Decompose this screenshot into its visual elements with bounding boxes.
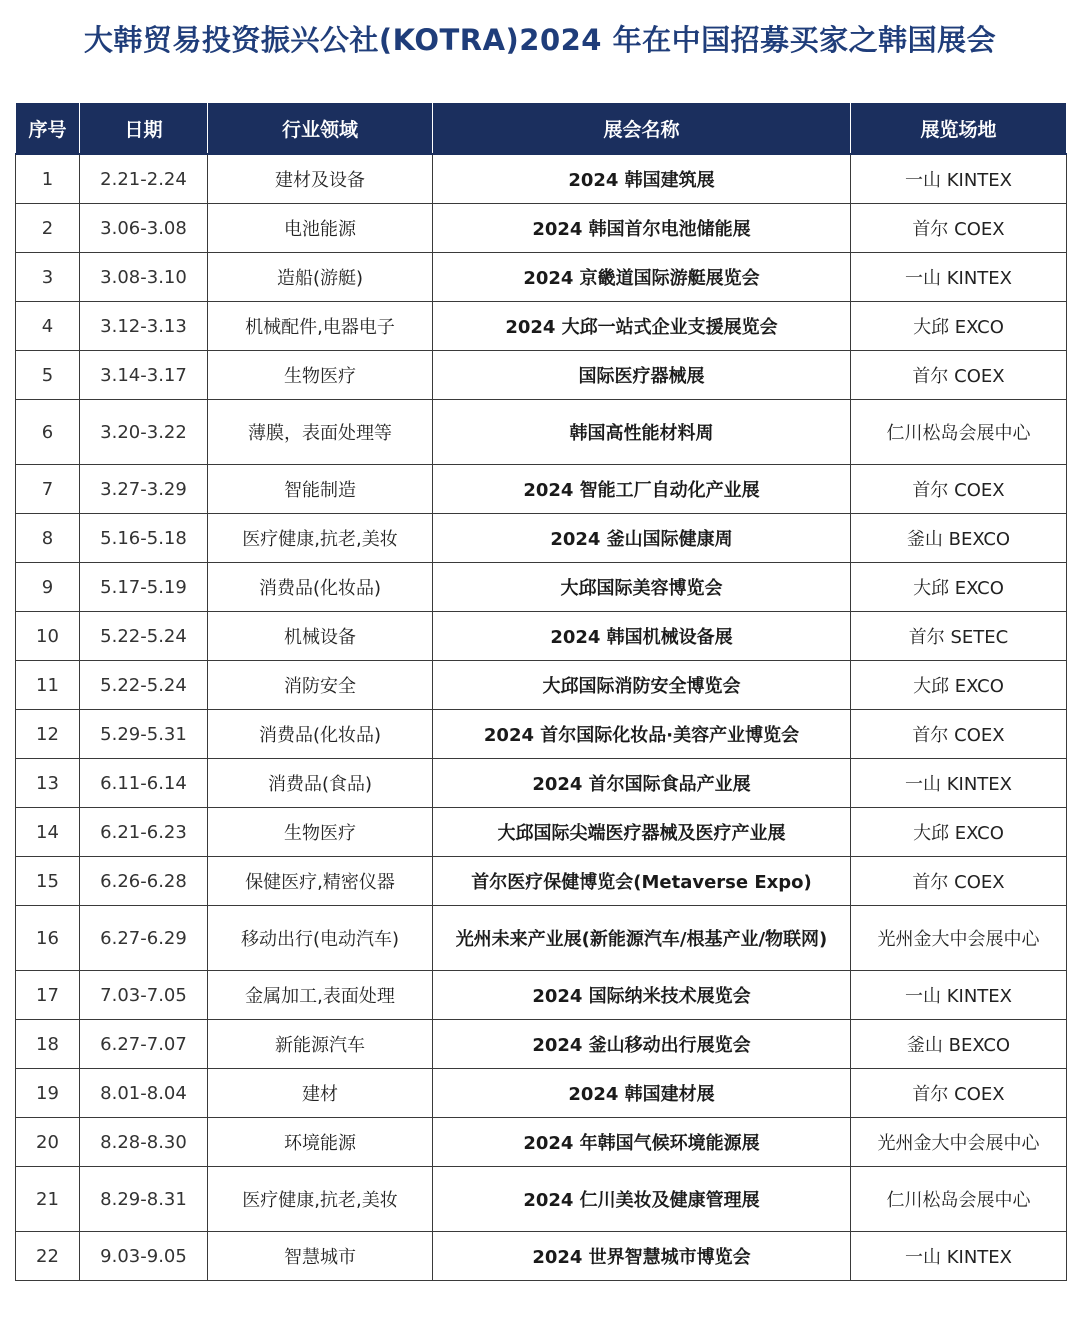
cell-venue: 首尔 COEX: [851, 351, 1067, 400]
cell-number: 17: [16, 971, 80, 1020]
header-expo-name: 展会名称: [433, 103, 851, 155]
cell-date: 3.14-3.17: [80, 351, 208, 400]
cell-expo-name: 韩国高性能材料周: [433, 400, 851, 465]
cell-venue: 一山 KINTEX: [851, 759, 1067, 808]
cell-expo-name: 2024 韩国首尔电池储能展: [433, 204, 851, 253]
cell-industry: 智慧城市: [208, 1232, 433, 1281]
cell-number: 15: [16, 857, 80, 906]
table-row: [16, 612, 1067, 661]
cell-expo-name: 2024 韩国建筑展: [433, 154, 851, 204]
cell-number: 4: [16, 302, 80, 351]
cell-expo-name: 2024 国际纳米技术展览会: [433, 971, 851, 1020]
cell-venue: 仁川松岛会展中心: [851, 1167, 1067, 1232]
cell-venue: 大邱 EXCO: [851, 302, 1067, 351]
table-row: [16, 857, 1067, 906]
table-row: [16, 661, 1067, 710]
cell-industry: 机械配件,电器电子: [208, 302, 433, 351]
cell-industry: 建材: [208, 1069, 433, 1118]
cell-date: 8.28-8.30: [80, 1118, 208, 1167]
cell-industry: 医疗健康,抗老,美妆: [208, 514, 433, 563]
cell-expo-name: 2024 智能工厂自动化产业展: [433, 465, 851, 514]
cell-date: 8.01-8.04: [80, 1069, 208, 1118]
table-header-row: [16, 103, 1067, 155]
cell-industry: 新能源汽车: [208, 1020, 433, 1069]
cell-number: 14: [16, 808, 80, 857]
cell-industry: 金属加工,表面处理: [208, 971, 433, 1020]
cell-venue: 一山 KINTEX: [851, 1232, 1067, 1281]
table-row: [16, 514, 1067, 563]
cell-number: 13: [16, 759, 80, 808]
cell-venue: 大邱 EXCO: [851, 808, 1067, 857]
cell-expo-name: 2024 釜山国际健康周: [433, 514, 851, 563]
cell-industry: 消费品(化妆品): [208, 563, 433, 612]
table-row: [16, 154, 1067, 204]
cell-expo-name: 2024 釜山移动出行展览会: [433, 1020, 851, 1069]
table-row: [16, 563, 1067, 612]
cell-venue: 釜山 BEXCO: [851, 514, 1067, 563]
table-row: [16, 204, 1067, 253]
cell-date: 3.06-3.08: [80, 204, 208, 253]
cell-industry: 机械设备: [208, 612, 433, 661]
cell-number: 5: [16, 351, 80, 400]
cell-date: 3.27-3.29: [80, 465, 208, 514]
header-number: 序号: [16, 103, 80, 155]
cell-expo-name: 2024 世界智慧城市博览会: [433, 1232, 851, 1281]
cell-venue: 首尔 COEX: [851, 465, 1067, 514]
cell-number: 20: [16, 1118, 80, 1167]
cell-number: 3: [16, 253, 80, 302]
cell-expo-name: 光州未来产业展(新能源汽车/根基产业/物联网): [433, 906, 851, 971]
cell-number: 12: [16, 710, 80, 759]
cell-expo-name: 2024 首尔国际化妆品·美容产业博览会: [433, 710, 851, 759]
cell-date: 3.08-3.10: [80, 253, 208, 302]
cell-venue: 大邱 EXCO: [851, 563, 1067, 612]
cell-date: 6.27-6.29: [80, 906, 208, 971]
cell-number: 8: [16, 514, 80, 563]
cell-venue: 一山 KINTEX: [851, 971, 1067, 1020]
cell-industry: 消费品(化妆品): [208, 710, 433, 759]
cell-industry: 环境能源: [208, 1118, 433, 1167]
cell-date: 8.29-8.31: [80, 1167, 208, 1232]
header-industry: 行业领域: [208, 103, 433, 155]
cell-number: 6: [16, 400, 80, 465]
cell-venue: 首尔 COEX: [851, 1069, 1067, 1118]
cell-date: 2.21-2.24: [80, 154, 208, 204]
cell-venue: 首尔 COEX: [851, 204, 1067, 253]
cell-date: 3.20-3.22: [80, 400, 208, 465]
cell-industry: 移动出行(电动汽车): [208, 906, 433, 971]
cell-expo-name: 2024 京畿道国际游艇展览会: [433, 253, 851, 302]
cell-date: 6.27-7.07: [80, 1020, 208, 1069]
table-row: [16, 1118, 1067, 1167]
header-venue: 展览场地: [851, 103, 1067, 155]
expo-table: [15, 102, 1067, 1281]
table-row: [16, 1020, 1067, 1069]
cell-number: 7: [16, 465, 80, 514]
cell-number: 16: [16, 906, 80, 971]
cell-number: 21: [16, 1167, 80, 1232]
cell-venue: 一山 KINTEX: [851, 154, 1067, 204]
table-row: [16, 1167, 1067, 1232]
cell-date: 5.16-5.18: [80, 514, 208, 563]
cell-industry: 建材及设备: [208, 154, 433, 204]
cell-date: 5.22-5.24: [80, 612, 208, 661]
cell-expo-name: 2024 韩国建材展: [433, 1069, 851, 1118]
cell-industry: 电池能源: [208, 204, 433, 253]
cell-number: 10: [16, 612, 80, 661]
cell-date: 5.29-5.31: [80, 710, 208, 759]
cell-date: 7.03-7.05: [80, 971, 208, 1020]
table-row: [16, 253, 1067, 302]
cell-expo-name: 大邱国际尖端医疗器械及医疗产业展: [433, 808, 851, 857]
cell-expo-name: 大邱国际美容博览会: [433, 563, 851, 612]
cell-expo-name: 2024 年韩国气候环境能源展: [433, 1118, 851, 1167]
table-row: [16, 808, 1067, 857]
table-row: [16, 759, 1067, 808]
cell-date: 5.17-5.19: [80, 563, 208, 612]
table-row: [16, 351, 1067, 400]
table-row: [16, 465, 1067, 514]
cell-venue: 首尔 SETEC: [851, 612, 1067, 661]
cell-venue: 光州金大中会展中心: [851, 1118, 1067, 1167]
cell-date: 9.03-9.05: [80, 1232, 208, 1281]
cell-industry: 智能制造: [208, 465, 433, 514]
cell-date: 5.22-5.24: [80, 661, 208, 710]
cell-number: 1: [16, 154, 80, 204]
cell-industry: 消费品(食品): [208, 759, 433, 808]
table-row: [16, 710, 1067, 759]
cell-date: 6.11-6.14: [80, 759, 208, 808]
cell-venue: 首尔 COEX: [851, 710, 1067, 759]
cell-venue: 一山 KINTEX: [851, 253, 1067, 302]
cell-expo-name: 首尔医疗保健博览会(Metaverse Expo): [433, 857, 851, 906]
cell-number: 11: [16, 661, 80, 710]
cell-expo-name: 2024 大邱一站式企业支援展览会: [433, 302, 851, 351]
cell-industry: 生物医疗: [208, 351, 433, 400]
table-row: [16, 906, 1067, 971]
cell-industry: 造船(游艇): [208, 253, 433, 302]
cell-industry: 消防安全: [208, 661, 433, 710]
cell-venue: 仁川松岛会展中心: [851, 400, 1067, 465]
table-row: [16, 302, 1067, 351]
cell-number: 22: [16, 1232, 80, 1281]
cell-venue: 大邱 EXCO: [851, 661, 1067, 710]
cell-venue: 首尔 COEX: [851, 857, 1067, 906]
cell-expo-name: 国际医疗器械展: [433, 351, 851, 400]
cell-expo-name: 2024 韩国机械设备展: [433, 612, 851, 661]
cell-expo-name: 2024 仁川美妆及健康管理展: [433, 1167, 851, 1232]
cell-industry: 医疗健康,抗老,美妆: [208, 1167, 433, 1232]
cell-expo-name: 2024 首尔国际食品产业展: [433, 759, 851, 808]
page-title: 大韩贸易投资振兴公社(KOTRA)2024 年在中国招募买家之韩国展会: [83, 23, 997, 57]
table-row: [16, 400, 1067, 465]
cell-date: 6.21-6.23: [80, 808, 208, 857]
cell-date: 3.12-3.13: [80, 302, 208, 351]
cell-industry: 保健医疗,精密仪器: [208, 857, 433, 906]
cell-venue: 釜山 BEXCO: [851, 1020, 1067, 1069]
cell-venue: 光州金大中会展中心: [851, 906, 1067, 971]
cell-number: 19: [16, 1069, 80, 1118]
header-date: 日期: [80, 103, 208, 155]
cell-industry: 薄膜，表面处理等: [208, 400, 433, 465]
cell-expo-name: 大邱国际消防安全博览会: [433, 661, 851, 710]
cell-industry: 生物医疗: [208, 808, 433, 857]
cell-number: 9: [16, 563, 80, 612]
table-row: [16, 971, 1067, 1020]
table-row: [16, 1069, 1067, 1118]
cell-date: 6.26-6.28: [80, 857, 208, 906]
cell-number: 18: [16, 1020, 80, 1069]
table-row: [16, 1232, 1067, 1281]
cell-number: 2: [16, 204, 80, 253]
